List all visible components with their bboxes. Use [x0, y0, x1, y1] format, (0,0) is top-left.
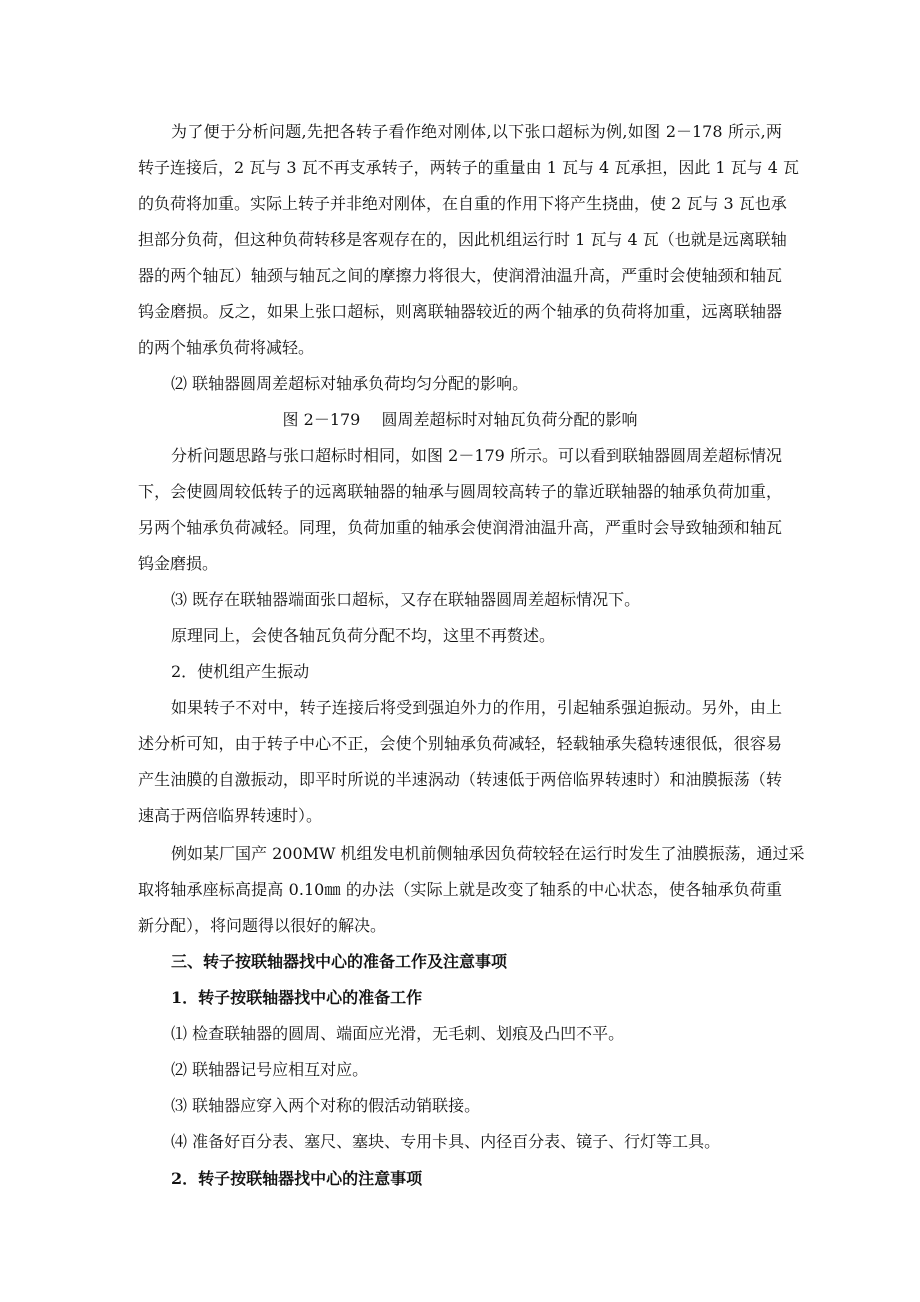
prep-list-item: ⑵ 联轴器记号应相互对应。 [171, 1060, 369, 1079]
subsection-2-heading: 2．转子按联轴器找中心的注意事项 [171, 1169, 423, 1188]
section-2-heading: 2．使机组产生振动 [171, 662, 310, 681]
paragraph-3: 原理同上，会使各轴瓦负荷分配不均，这里不再赘述。 [171, 626, 556, 645]
subsection-1-heading: 1．转子按联轴器找中心的准备工作 [171, 988, 423, 1007]
paragraph-4-line: 速高于两倍临界转速时）。 [138, 806, 323, 825]
paragraph-2-line: 分析问题思路与张口超标时相同，如图 2－179 所示。可以看到联轴器圆周差超标情况 [171, 446, 782, 465]
chapter-3-heading: 三、转子按联轴器找中心的准备工作及注意事项 [171, 952, 508, 971]
paragraph-5-line: 新分配），将问题得以很好的解决。 [138, 916, 387, 935]
figure-caption: 图 2－179 圆周差超标时对轴瓦负荷分配的影响 [282, 410, 638, 429]
paragraph-1-line: 的负荷将加重。实际上转子并非绝对刚体，在自重的作用下将产生挠曲，使 2 瓦与 3 瓦也承 [138, 194, 787, 213]
prep-list-item: ⑷ 准备好百分表、塞尺、塞块、专用卡具、内径百分表、镜子、行灯等工具。 [171, 1132, 721, 1151]
paragraph-5-line: 例如某厂国产 200MW 机组发电机前侧轴承因负荷较轻在运行时发生了油膜振荡，通过采 [171, 844, 805, 863]
paragraph-1-line: 为了便于分析问题,先把各转子看作绝对刚体,以下张口超标为例,如图 2－178 所示,两 [171, 122, 782, 141]
item-3-heading: ⑶ 既存在联轴器端面张口超标，又存在联轴器圆周差超标情况下。 [171, 590, 641, 609]
paragraph-1-line: 器的两个轴瓦）轴颈与轴瓦之间的摩擦力将很大，使润滑油温升高，严重时会使轴颈和轴瓦 [138, 266, 782, 285]
paragraph-1-line: 转子连接后，2 瓦与 3 瓦不再支承转子，两转子的重量由 1 瓦与 4 瓦承担，因此 1 瓦与 4 瓦 [138, 158, 800, 177]
paragraph-4-line: 述分析可知，由于转子中心不正，会使个别轴承负荷减轻，轻载轴承失稳转速很低，很容易 [138, 734, 782, 753]
paragraph-1-line: 担部分负荷，但这种负荷转移是客观存在的，因此机组运行时 1 瓦与 4 瓦（也就是远离联轴 [138, 230, 787, 249]
prep-list-item: ⑴ 检查联轴器的圆周、端面应光滑，无毛刺、划痕及凸凹不平。 [171, 1024, 625, 1043]
paragraph-5-line: 取将轴承座标高提高 0.10㎜ 的办法（实际上就是改变了轴系的中心状态，使各轴承负荷重 [138, 880, 782, 899]
paragraph-4-line: 产生油膜的自激振动，即平时所说的半速涡动（转速低于两倍临界转速时）和油膜振荡（转 [138, 770, 782, 789]
prep-list-item: ⑶ 联轴器应穿入两个对称的假活动销联接。 [171, 1096, 481, 1115]
item-2-heading: ⑵ 联轴器圆周差超标对轴承负荷均匀分配的影响。 [171, 374, 529, 393]
paragraph-1-line: 的两个轴承负荷将减轻。 [138, 338, 315, 357]
paragraph-2-line: 下，会使圆周较低转子的远离联轴器的轴承与圆周较高转子的靠近联轴器的轴承负荷加重， [138, 482, 782, 501]
paragraph-2-line: 另两个轴承负荷减轻。同理，负荷加重的轴承会使润滑油温升高，严重时会导致轴颈和轴瓦 [138, 518, 782, 537]
paragraph-4-line: 如果转子不对中，转子连接后将受到强迫外力的作用，引起轴系强迫振动。另外，由上 [171, 698, 782, 717]
paragraph-1-line: 钨金磨损。反之，如果上张口超标，则离联轴器较近的两个轴承的负荷将加重，远离联轴器 [138, 302, 782, 321]
paragraph-2-line: 钨金磨损。 [138, 554, 219, 573]
